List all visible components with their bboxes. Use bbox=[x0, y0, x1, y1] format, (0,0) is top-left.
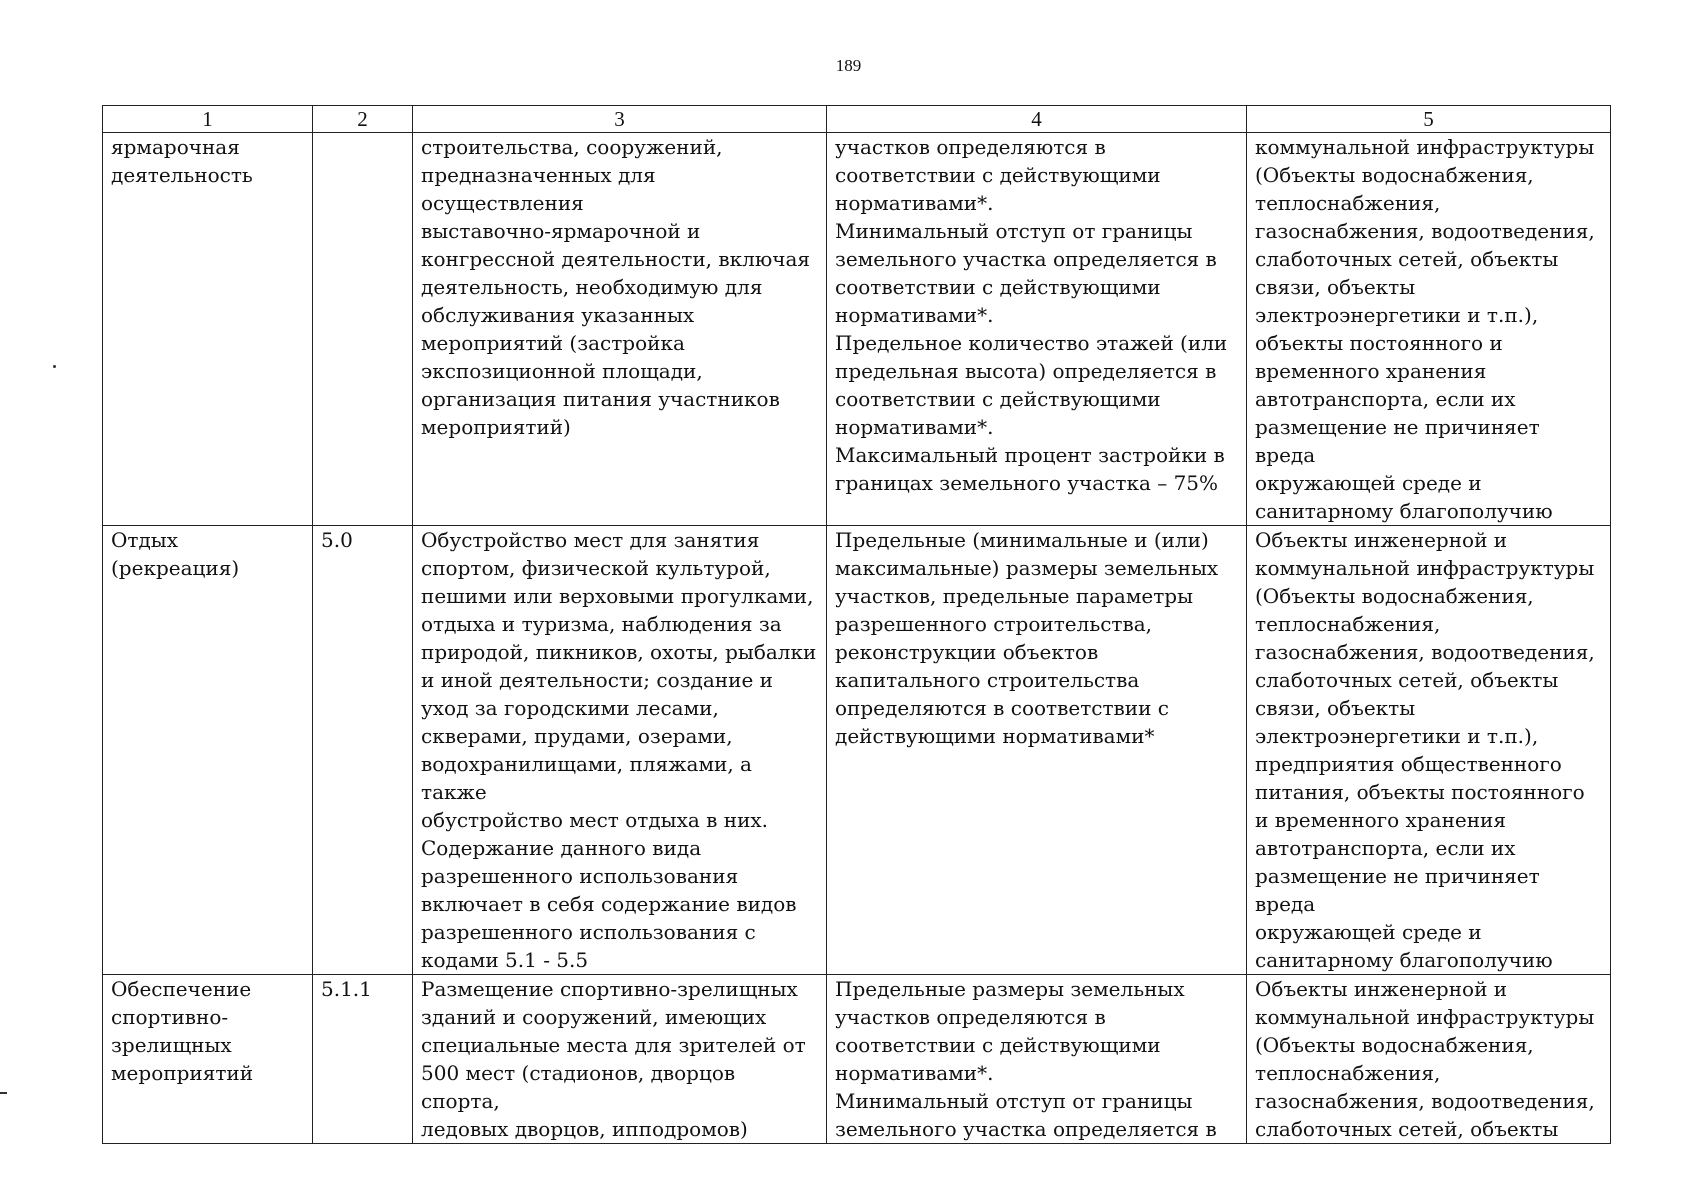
cell-line: размещение не причиняет вреда bbox=[1255, 864, 1540, 916]
cell-line: участков определяются в bbox=[835, 1005, 1106, 1029]
cell-line: Минимальный отступ от границы bbox=[835, 219, 1193, 243]
cell-line: обслуживания указанных bbox=[421, 303, 695, 327]
cell-line: включает в себя содержание видов bbox=[421, 892, 797, 916]
table-cell-col-1 bbox=[103, 133, 313, 526]
cell-line: уход за городскими лесами, bbox=[421, 696, 719, 720]
cell-line: нормативами*. bbox=[835, 191, 994, 215]
table-cell-col-3 bbox=[413, 133, 827, 526]
cell-line: Обустройство мест для занятия bbox=[421, 528, 760, 552]
cell-line: ярмарочная bbox=[111, 135, 240, 159]
page-number: 189 bbox=[835, 56, 862, 75]
cell-line: Предельные размеры земельных bbox=[835, 977, 1185, 1001]
column-header-5: 5 bbox=[1247, 106, 1611, 133]
cell-line: слаботочных сетей, объекты bbox=[1255, 668, 1559, 692]
table-header-row bbox=[103, 106, 1611, 133]
cell-line: автотранспорта, если их bbox=[1255, 836, 1516, 860]
regulations-table bbox=[102, 105, 1611, 1144]
cell-line: природой, пикников, охоты, рыбалки bbox=[421, 640, 817, 664]
table-cell-col-3 bbox=[413, 975, 827, 1144]
cell-line: обустройство мест отдыха в них. bbox=[421, 808, 769, 832]
cell-line: кодами 5.1 - 5.5 bbox=[421, 948, 589, 972]
cell-line: конгрессной деятельности, включая bbox=[421, 247, 811, 271]
table-cell-col-1 bbox=[103, 975, 313, 1144]
cell-line: санитарному благополучию bbox=[1255, 948, 1553, 972]
cell-line: временного хранения bbox=[1255, 359, 1487, 383]
cell-line: действующими нормативами* bbox=[835, 724, 1155, 748]
cell-line: ледовых дворцов, ипподромов) bbox=[421, 1117, 748, 1141]
cell-line: связи, объекты bbox=[1255, 696, 1416, 720]
cell-line: газоснабжения, водоотведения, bbox=[1255, 1089, 1595, 1113]
cell-line: и временного хранения bbox=[1255, 808, 1507, 832]
cell-line: (Объекты водоснабжения, bbox=[1255, 1033, 1534, 1057]
cell-line: Обеспечение bbox=[111, 977, 252, 1001]
cell-line: электроэнергетики и т.п.), bbox=[1255, 724, 1539, 748]
cell-line: организация питания участников bbox=[421, 387, 780, 411]
cell-line: спортивно- bbox=[111, 1005, 229, 1029]
cell-line: газоснабжения, водоотведения, bbox=[1255, 640, 1595, 664]
cell-line: земельного участка определяется в bbox=[835, 1117, 1217, 1141]
cell-line: слаботочных сетей, объекты bbox=[1255, 247, 1559, 271]
scan-artifact-dot bbox=[53, 365, 56, 368]
cell-line: коммунальной инфраструктуры bbox=[1255, 1005, 1595, 1029]
cell-line: отдыха и туризма, наблюдения за bbox=[421, 612, 782, 636]
table-cell-col-5 bbox=[1247, 526, 1611, 975]
cell-line: спортом, физической культурой, bbox=[421, 556, 771, 580]
cell-line: Предельное количество этажей (или bbox=[835, 331, 1228, 355]
cell-line: водохранилищами, пляжами, а также bbox=[421, 752, 752, 804]
cell-line: нормативами*. bbox=[835, 303, 994, 327]
table-cell-col-2 bbox=[313, 975, 413, 1144]
table-cell-col-2 bbox=[313, 526, 413, 975]
cell-line: мероприятий (застройка bbox=[421, 331, 685, 355]
scan-artifact-dash bbox=[0, 1092, 7, 1094]
column-header-1: 1 bbox=[103, 106, 313, 133]
cell-line: 5.0 bbox=[321, 528, 353, 552]
cell-line: зданий и сооружений, имеющих bbox=[421, 1005, 767, 1029]
cell-line: земельного участка определяется в bbox=[835, 247, 1217, 271]
cell-line: экспозиционной площади, bbox=[421, 359, 703, 383]
table-cell-col-4 bbox=[827, 526, 1247, 975]
cell-line: участков, предельные параметры bbox=[835, 584, 1194, 608]
table-cell-col-4 bbox=[827, 133, 1247, 526]
cell-line: объекты постоянного и bbox=[1255, 331, 1503, 355]
cell-line: Содержание данного вида bbox=[421, 836, 702, 860]
table-cell-col-5 bbox=[1247, 975, 1611, 1144]
cell-line: Минимальный отступ от границы bbox=[835, 1089, 1193, 1113]
cell-line: нормативами*. bbox=[835, 1061, 994, 1085]
cell-line: связи, объекты bbox=[1255, 275, 1416, 299]
cell-line: электроэнергетики и т.п.), bbox=[1255, 303, 1539, 327]
cell-line: разрешенного использования bbox=[421, 864, 739, 888]
column-header-4: 4 bbox=[827, 106, 1247, 133]
cell-line: специальные места для зрителей от bbox=[421, 1033, 806, 1057]
cell-line: теплоснабжения, bbox=[1255, 191, 1441, 215]
cell-line: коммунальной инфраструктуры bbox=[1255, 135, 1595, 159]
cell-line: (Объекты водоснабжения, bbox=[1255, 584, 1534, 608]
column-header-2: 2 bbox=[313, 106, 413, 133]
cell-line: питания, объекты постоянного bbox=[1255, 780, 1585, 804]
cell-line: (Объекты водоснабжения, bbox=[1255, 163, 1534, 187]
table-cell-col-2 bbox=[313, 133, 413, 526]
table-cell-col-1 bbox=[103, 526, 313, 975]
cell-line: мероприятий) bbox=[421, 415, 571, 439]
cell-line: определяются в соответствии с bbox=[835, 696, 1170, 720]
cell-line: разрешенного использования с bbox=[421, 920, 756, 944]
cell-line: участков определяются в bbox=[835, 135, 1106, 159]
cell-line: выставочно-ярмарочной и bbox=[421, 219, 701, 243]
cell-line: коммунальной инфраструктуры bbox=[1255, 556, 1595, 580]
cell-line: капитального строительства bbox=[835, 668, 1140, 692]
cell-line: окружающей среде и bbox=[1255, 920, 1482, 944]
table-row bbox=[103, 133, 1611, 526]
cell-line: зрелищных bbox=[111, 1033, 232, 1057]
cell-line: окружающей среде и bbox=[1255, 471, 1482, 495]
cell-line: соответствии с действующими bbox=[835, 1033, 1161, 1057]
column-header-3: 3 bbox=[413, 106, 827, 133]
cell-line: размещение не причиняет вреда bbox=[1255, 415, 1540, 467]
cell-line: 500 мест (стадионов, дворцов спорта, bbox=[421, 1061, 736, 1113]
cell-line: пешими или верховыми прогулками, bbox=[421, 584, 814, 608]
cell-line: скверами, прудами, озерами, bbox=[421, 724, 733, 748]
cell-line: разрешенного строительства, bbox=[835, 612, 1153, 636]
cell-line: газоснабжения, водоотведения, bbox=[1255, 219, 1595, 243]
cell-line: границах земельного участка – 75% bbox=[835, 471, 1219, 495]
table-cell-col-3 bbox=[413, 526, 827, 975]
cell-line: санитарному благополучию bbox=[1255, 499, 1553, 523]
cell-line: автотранспорта, если их bbox=[1255, 387, 1516, 411]
cell-line: (рекреация) bbox=[111, 556, 240, 580]
cell-line: строительства, сооружений, bbox=[421, 135, 723, 159]
cell-line: Объекты инженерной и bbox=[1255, 977, 1508, 1001]
cell-line: Максимальный процент застройки в bbox=[835, 443, 1225, 467]
cell-line: предельная высота) определяется в bbox=[835, 359, 1217, 383]
cell-line: реконструкции объектов bbox=[835, 640, 1099, 664]
cell-line: Размещение спортивно-зрелищных bbox=[421, 977, 798, 1001]
table-cell-col-4 bbox=[827, 975, 1247, 1144]
cell-line: и иной деятельности; создание и bbox=[421, 668, 773, 692]
cell-line: нормативами*. bbox=[835, 415, 994, 439]
cell-line: соответствии с действующими bbox=[835, 387, 1161, 411]
cell-line: предназначенных для осуществления bbox=[421, 163, 656, 215]
cell-line: деятельность bbox=[111, 163, 253, 187]
cell-line: Отдых bbox=[111, 528, 178, 552]
cell-line: соответствии с действующими bbox=[835, 275, 1161, 299]
cell-line: соответствии с действующими bbox=[835, 163, 1161, 187]
table-row bbox=[103, 975, 1611, 1144]
table-cell-col-5 bbox=[1247, 133, 1611, 526]
table-row bbox=[103, 526, 1611, 975]
cell-line: 5.1.1 bbox=[321, 977, 372, 1001]
cell-line: Объекты инженерной и bbox=[1255, 528, 1508, 552]
cell-line: максимальные) размеры земельных bbox=[835, 556, 1219, 580]
cell-line: Предельные (минимальные и (или) bbox=[835, 528, 1209, 552]
cell-line: деятельность, необходимую для bbox=[421, 275, 763, 299]
cell-line: мероприятий bbox=[111, 1061, 254, 1085]
cell-line: теплоснабжения, bbox=[1255, 1061, 1441, 1085]
cell-line: предприятия общественного bbox=[1255, 752, 1562, 776]
cell-line: теплоснабжения, bbox=[1255, 612, 1441, 636]
cell-line: слаботочных сетей, объекты bbox=[1255, 1117, 1559, 1141]
